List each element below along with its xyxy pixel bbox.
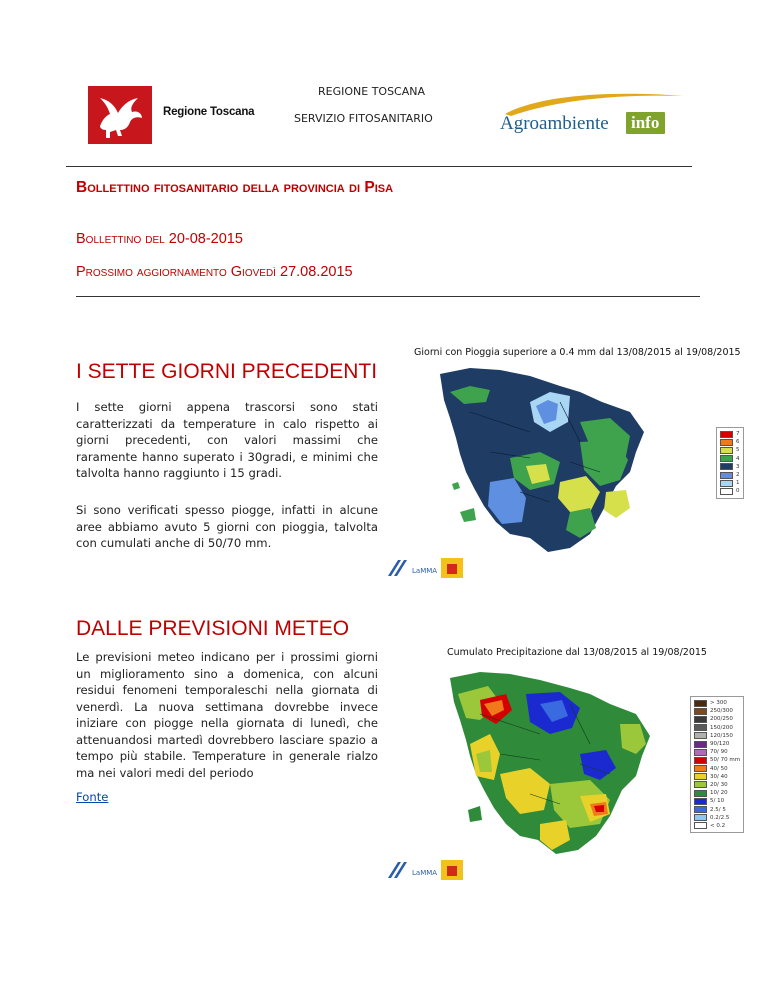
pegasus-icon xyxy=(88,86,152,144)
legend-item xyxy=(691,740,743,748)
legend-swatch xyxy=(720,463,733,470)
legend-label: 2 xyxy=(736,472,740,479)
legend-swatch xyxy=(694,781,707,788)
agroambiente-logo-info: info xyxy=(626,112,665,134)
map-rain-cumulative xyxy=(440,664,690,860)
legend-label: 90/120 xyxy=(710,741,730,748)
legend-item xyxy=(691,822,743,830)
legend-swatch xyxy=(694,790,707,797)
legend-item xyxy=(717,430,743,438)
legend-label: 1 xyxy=(736,480,740,487)
legend-label: 20/ 30 xyxy=(710,781,728,788)
bulletin-date xyxy=(76,231,243,247)
legend-label: 3 xyxy=(736,463,740,470)
legend-label: 4 xyxy=(736,455,740,462)
legend-label: > 300 xyxy=(710,700,727,707)
section-previous-days-title: I SETTE GIORNI PRECEDENTI xyxy=(76,360,378,383)
agroambiente-logo-text: Agroambiente xyxy=(500,113,609,134)
next-update xyxy=(76,264,353,280)
legend-label: 10/ 20 xyxy=(710,790,728,797)
header-divider xyxy=(66,166,692,167)
legend-label: 0.2/2.5 xyxy=(710,814,730,821)
legend-swatch xyxy=(720,447,733,454)
legend-item xyxy=(717,471,743,479)
legend-label: 40/ 50 xyxy=(710,765,728,772)
legend-swatch xyxy=(694,708,707,715)
legend-swatch xyxy=(694,716,707,723)
legend-swatch xyxy=(694,700,707,707)
legend-label: 120/150 xyxy=(710,732,733,739)
bulletin-title: Bollettino fitosanitario della provincia di Pisa xyxy=(76,179,394,196)
legend-item xyxy=(691,797,743,805)
legend-label: 200/250 xyxy=(710,716,733,723)
legend-label: 6 xyxy=(736,439,740,446)
legend-swatch xyxy=(720,439,733,446)
map-rain-days-caption: Giorni con Pioggia superiore a 0.4 mm dal 13/08/2015 al 19/08/2015 xyxy=(414,347,741,358)
legend-item xyxy=(691,699,743,707)
legend-swatch xyxy=(720,472,733,479)
legend-label: 250/300 xyxy=(710,708,733,715)
legend-label: 2.5/ 5 xyxy=(710,806,726,813)
next-update-prefix: Prossimo aggiornamento Giovedì xyxy=(76,264,276,280)
header-region: REGIONE TOSCANA xyxy=(318,85,426,98)
section-previous-days-paragraph-2: Si sono verificati spesso piogge, infatti in alcune aree abbiamo avuto 5 giorni con pioggia, talvolta con cumulati anche di 50/70 mm. xyxy=(76,503,378,550)
bulletin-date-prefix: Bollettino del xyxy=(76,231,165,247)
legend-swatch xyxy=(720,431,733,438)
map-rain-days-legend xyxy=(716,427,744,499)
legend-item xyxy=(691,789,743,797)
legend-label: 5 xyxy=(736,447,740,454)
lamma-logo-text-1: LaMMA xyxy=(412,567,438,575)
legend-item xyxy=(691,724,743,732)
legend-swatch xyxy=(694,741,707,748)
map-rain-cumulative-caption: Cumulato Precipitazione dal 13/08/2015 al 19/08/2015 xyxy=(447,647,707,658)
regione-toscana-logo-text: Regione Toscana xyxy=(163,106,255,118)
legend-item xyxy=(691,781,743,789)
legend-item xyxy=(691,748,743,756)
legend-item xyxy=(691,805,743,813)
legend-swatch xyxy=(720,488,733,495)
legend-swatch xyxy=(694,773,707,780)
legend-swatch xyxy=(694,765,707,772)
section-forecast-title: DALLE PREVISIONI METEO xyxy=(76,617,350,640)
legend-swatch xyxy=(694,798,707,805)
legend-label: 150/200 xyxy=(710,724,733,731)
legend-swatch xyxy=(694,757,707,764)
legend-item xyxy=(691,707,743,715)
title-divider xyxy=(76,296,700,297)
legend-item xyxy=(717,487,743,495)
section-forecast-paragraph: Le previsioni meteo indicano per i prossimi giorni un miglioramento sino a domenica, con alcuni residui fenomeni temporaleschi nella giornata di venerdì. La nuova settimana dovrebbe invece iniziare con piogge nella giornata di lunedì, che attenuandosi martedì dovrebbero lasciare spazio a tempo più stabile. Temperature in generale rialzo ma nei valori medi del periodo xyxy=(76,650,378,780)
legend-item xyxy=(717,446,743,454)
legend-swatch xyxy=(720,480,733,487)
header-service: SERVIZIO FITOSANITARIO xyxy=(294,112,433,125)
legend-swatch xyxy=(694,806,707,813)
legend-swatch xyxy=(694,724,707,731)
legend-item xyxy=(717,455,743,463)
legend-swatch xyxy=(694,749,707,756)
legend-label: 7 xyxy=(736,431,740,438)
bulletin-date-value: 20-08-2015 xyxy=(168,231,243,247)
map-rain-days xyxy=(430,362,700,562)
next-update-value: 27.08.2015 xyxy=(280,264,353,280)
legend-label: 50/ 70 mm xyxy=(710,757,741,764)
legend-item xyxy=(717,438,743,446)
lamma-logo-text-2: LaMMA xyxy=(412,869,438,877)
legend-item xyxy=(691,756,743,764)
legend-item xyxy=(691,814,743,822)
legend-swatch xyxy=(694,732,707,739)
legend-swatch xyxy=(720,455,733,462)
regione-toscana-logo xyxy=(88,86,152,144)
legend-item xyxy=(691,715,743,723)
section-previous-days-paragraph-1: I sette giorni appena trascorsi sono stati caratterizzati da temperature in calo rispetto ai giorni precedenti, con valori massimi che raramente hanno superato i 30gradi, e minimi che talvolta hanno raggiunto i 15 gradi. xyxy=(76,400,378,480)
map-rain-cumulative-legend xyxy=(690,696,744,833)
legend-item xyxy=(717,463,743,471)
legend-item xyxy=(691,765,743,773)
legend-swatch xyxy=(694,814,707,821)
source-link[interactable]: Fonte xyxy=(76,790,109,804)
legend-label: < 0.2 xyxy=(710,822,726,829)
legend-item xyxy=(717,479,743,487)
legend-label: 0 xyxy=(736,488,740,495)
legend-swatch xyxy=(694,822,707,829)
legend-item xyxy=(691,773,743,781)
legend-label: 5/ 10 xyxy=(710,798,725,805)
legend-label: 30/ 40 xyxy=(710,773,728,780)
legend-label: 70/ 90 xyxy=(710,749,728,756)
legend-item xyxy=(691,732,743,740)
